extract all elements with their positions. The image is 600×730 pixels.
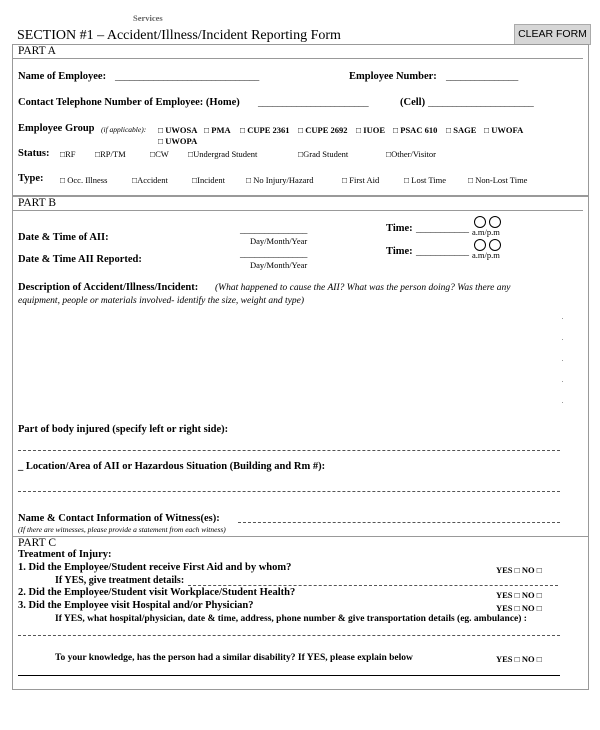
- status-other[interactable]: □Other/Visitor: [386, 149, 436, 159]
- group-iuoe[interactable]: □ IUOE: [356, 125, 385, 135]
- type-label: Type:: [18, 173, 44, 184]
- q1-yes-no[interactable]: YES □ NO □: [496, 565, 542, 575]
- faded-heading: Services: [133, 13, 163, 23]
- q4-explain-field[interactable]: [18, 675, 560, 676]
- time-label-2: Time:: [386, 246, 413, 257]
- description-label: Description of Accident/Illness/Incident:: [18, 282, 199, 293]
- part-a-heading: PART A: [12, 44, 583, 59]
- location-label: _ Location/Area of AII or Hazardous Situation (Building and Rm #):: [18, 461, 326, 472]
- phone-cell-label: (Cell): [400, 97, 426, 108]
- location-field[interactable]: [18, 491, 560, 492]
- time-field-2[interactable]: ___________: [416, 246, 469, 257]
- time-label-1: Time:: [386, 223, 413, 234]
- status-rp-tm[interactable]: □RP/TM: [95, 149, 126, 159]
- phone-home-field[interactable]: _______________________: [258, 97, 369, 108]
- phone-cell-field[interactable]: ______________________: [428, 97, 534, 108]
- question-4: To your knowledge, has the person had a similar disability? If YES, please explain below: [55, 653, 413, 663]
- question-3: 3. Did the Employee visit Hospital and/or Physician?: [18, 600, 254, 611]
- q3-followup-label: If YES, what hospital/physician, date & time, address, phone number & give transportation details (eg. ambulance) :: [55, 614, 527, 624]
- employee-group-note: (if applicable):: [101, 125, 147, 134]
- date-time-hint: Day/Month/Year: [250, 236, 308, 246]
- date-time-label: Date & Time of AII:: [18, 232, 109, 243]
- q3-yes-no[interactable]: YES □ NO □: [496, 603, 542, 613]
- type-accident[interactable]: □Accident: [132, 175, 168, 185]
- question-2: 2. Did the Employee/Student visit Workplace/Student Health?: [18, 587, 296, 598]
- q2-yes-no[interactable]: YES □ NO □: [496, 590, 542, 600]
- date-reported-field[interactable]: ______________: [240, 248, 308, 259]
- employee-number-field[interactable]: _______________: [446, 71, 519, 82]
- group-uwopa[interactable]: □ UWOPA: [158, 136, 198, 146]
- q1-followup-label: If YES, give treatment details:: [55, 575, 185, 586]
- question-1: 1. Did the Employee/Student receive First Aid and by whom?: [18, 562, 292, 573]
- ampm-hint-2: a.m/p.m: [472, 250, 500, 260]
- description-hint-2: equipment, people or materials involved- identify the size, weight and type): [18, 296, 304, 306]
- group-uwofa[interactable]: □ UWOFA: [484, 125, 524, 135]
- group-pma[interactable]: □ PMA: [204, 125, 231, 135]
- time-field-1[interactable]: ___________: [416, 223, 469, 234]
- dotted-margin: [562, 318, 564, 423]
- status-grad[interactable]: □Grad Student: [298, 149, 349, 159]
- part-a-section: [12, 44, 589, 196]
- employee-name-field[interactable]: ______________________________: [115, 71, 260, 82]
- witness-field[interactable]: [238, 522, 560, 523]
- employee-group-label: Employee Group: [18, 123, 95, 134]
- description-field[interactable]: [16, 310, 556, 410]
- ampm-hint-1: a.m/p.m: [472, 227, 500, 237]
- witness-hint: (If there are witnesses, please provide a statement from each witness): [18, 525, 226, 534]
- type-occ-illness[interactable]: □ Occ. Illness: [60, 175, 108, 185]
- group-uwosa[interactable]: □ UWOSA: [158, 125, 198, 135]
- type-non-lost-time[interactable]: □ Non-Lost Time: [468, 175, 528, 185]
- form-title: SECTION #1 – Accident/Illness/Incident Reporting Form: [17, 28, 341, 43]
- witness-label: Name & Contact Information of Witness(es):: [18, 513, 220, 524]
- date-reported-label: Date & Time AII Reported:: [18, 254, 142, 265]
- part-c-heading: PART C: [18, 537, 56, 549]
- group-cupe-2692[interactable]: □ CUPE 2692: [298, 125, 348, 135]
- clear-form-button[interactable]: CLEAR FORM: [514, 24, 591, 45]
- status-undergrad[interactable]: □Undergrad Student: [188, 149, 258, 159]
- type-incident[interactable]: □Incident: [192, 175, 225, 185]
- q1-followup-field[interactable]: [188, 585, 558, 586]
- group-psac-610[interactable]: □ PSAC 610: [393, 125, 438, 135]
- employee-number-label: Employee Number:: [349, 71, 437, 82]
- part-b-heading: PART B: [12, 196, 583, 211]
- status-label: Status:: [18, 148, 50, 159]
- description-hint-1: (What happened to cause the AII? What was the person doing? Was there any: [215, 283, 511, 293]
- group-cupe-2361[interactable]: □ CUPE 2361: [240, 125, 290, 135]
- type-lost-time[interactable]: □ Lost Time: [404, 175, 446, 185]
- body-part-label: Part of body injured (specify left or right side):: [18, 424, 229, 435]
- type-no-injury[interactable]: □ No Injury/Hazard: [246, 175, 314, 185]
- type-first-aid[interactable]: □ First Aid: [342, 175, 380, 185]
- q4-yes-no[interactable]: YES □ NO □: [496, 654, 542, 664]
- q3-followup-field[interactable]: [18, 635, 560, 636]
- status-rf[interactable]: □RF: [60, 149, 76, 159]
- phone-label: Contact Telephone Number of Employee: (Home): [18, 97, 240, 108]
- status-cw[interactable]: □CW: [150, 149, 169, 159]
- date-reported-hint: Day/Month/Year: [250, 260, 308, 270]
- treatment-label: Treatment of Injury:: [18, 549, 112, 560]
- body-part-field[interactable]: [18, 450, 560, 451]
- date-time-field[interactable]: ______________: [240, 224, 308, 235]
- employee-name-label: Name of Employee:: [18, 71, 107, 82]
- group-sage[interactable]: □ SAGE: [446, 125, 477, 135]
